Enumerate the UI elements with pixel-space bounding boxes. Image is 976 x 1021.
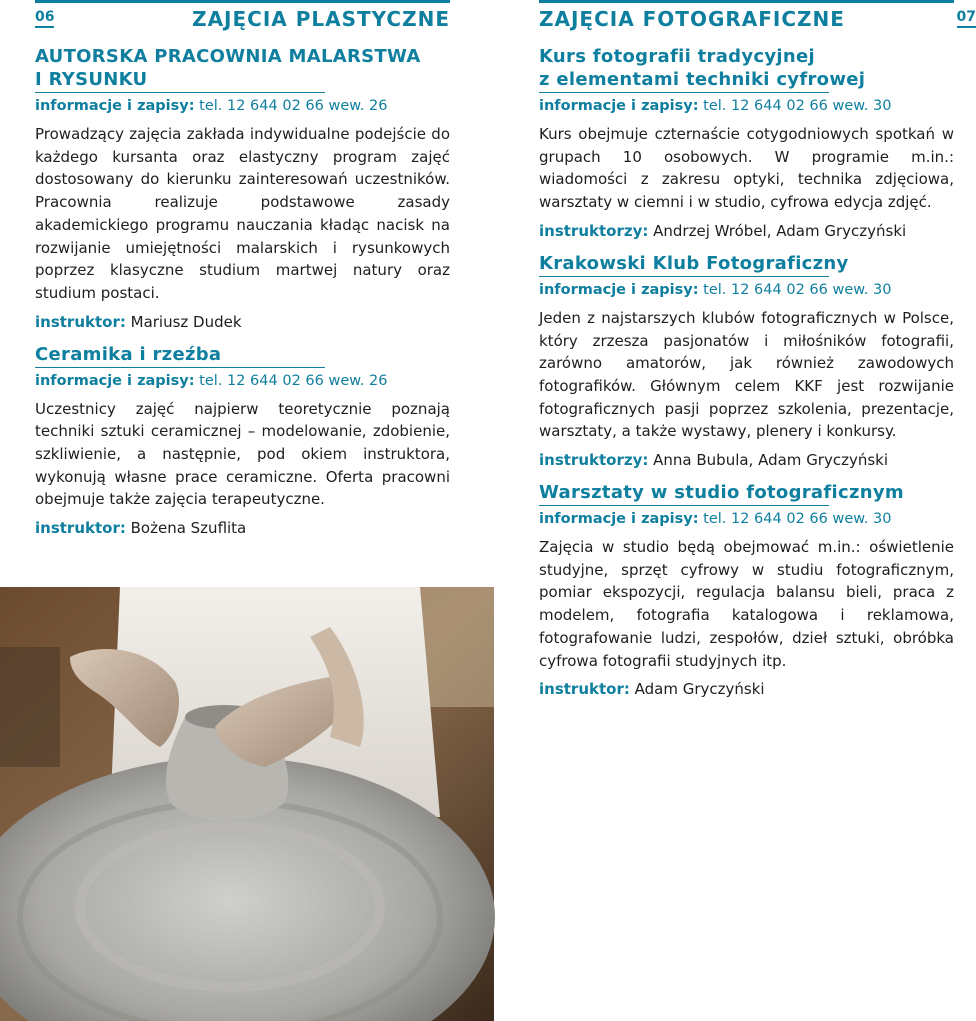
section-body: Zajęcia w studio będą obejmować m.in.: oświetlenie studyjne, sprzęt cyfrowy w studiu fotograficznym, pomiar ekspozycji, regulacja balansu bieli, praca z modelem, fotografia katalogowa i reklamowa, fotografowanie ludzi, zespołów, dzieł sztuki, obróbka cyfrowa fotografii studyjnych itp. (539, 538, 954, 670)
info-label: informacje i zapisy: (539, 511, 699, 528)
section-studio-workshop (539, 481, 954, 700)
section-title-line1: AUTORSKA PRACOWNIA MALARSTWA (35, 46, 421, 67)
instructor-line (539, 449, 954, 471)
info-label: informacje i zapisy: (539, 281, 699, 298)
instructor-name: Adam Gryczyński (634, 680, 765, 699)
section-photo-course (539, 45, 954, 242)
instructor-line (35, 311, 450, 333)
section-title (35, 45, 450, 93)
info-label: informacje i zapisy: (35, 372, 195, 389)
instructor-name: Anna Bubula, Adam Gryczyński (653, 451, 889, 470)
info-label: informacje i zapisy: (35, 98, 195, 114)
left-header (35, 0, 450, 35)
right-page (539, 0, 976, 708)
instructor-label: instruktorzy: (539, 451, 649, 470)
section-title: Krakowski Klub Fotograficzny (539, 252, 954, 277)
instructor-label: instruktorzy: (539, 221, 649, 240)
section-title-line1: Kurs fotografii tradycyjnej (539, 46, 815, 67)
instructor-line (539, 220, 954, 242)
section-title: Ceramika i rzeźba (35, 343, 450, 368)
section-body: Uczestnicy zajęć najpierw teoretycznie poznają techniki sztuki ceramicznej – modelowanie, zdobienie, szkliwienie, a następnie, pod okiem instruktora, wykonują własne prace ceramiczne. Oferta pracowni obejmuje także zajęcia terapeutyczne. (35, 399, 450, 509)
info-line (35, 95, 450, 117)
info-phone: tel. 12 644 02 66 wew. 30 (703, 281, 892, 298)
pottery-wheel-photo (0, 587, 494, 1021)
info-line (539, 279, 954, 301)
section-ceramics (35, 343, 450, 540)
instructor-label: instruktor: (35, 312, 126, 331)
info-line (539, 508, 954, 530)
info-line (35, 370, 450, 392)
info-label: informacje i zapisy: (539, 98, 699, 114)
info-phone: tel. 12 644 02 66 wew. 26 (199, 98, 388, 114)
page-number-right: 07 (956, 9, 976, 25)
instructor-label: instruktor: (35, 519, 126, 538)
info-phone: tel. 12 644 02 66 wew. 26 (199, 372, 388, 389)
page-number-left: 06 (35, 9, 55, 25)
info-phone: tel. 12 644 02 66 wew. 30 (703, 98, 892, 114)
section-title (539, 45, 954, 93)
right-header-title: ZAJĘCIA FOTOGRAFICZNE (539, 7, 845, 31)
instructor-name: Mariusz Dudek (130, 312, 242, 331)
left-header-title: ZAJĘCIA PLASTYCZNE (192, 7, 450, 31)
info-phone: tel. 12 644 02 66 wew. 30 (703, 511, 892, 528)
section-body: Jeden z najstarszych klubów fotograficznych w Polsce, który zrzesza pasjonatów i miłośników fotografii, zarówno amatorów, jak również zawodowych fotografików. Głównym celem KKF jest rozwijanie fotograficznych pasji poprzez szkolenia, prezentacje, warsztaty, a także wystawy, plenery i konkursy. (539, 308, 954, 441)
instructor-name: Bożena Szuflita (130, 519, 247, 538)
section-photo-club (539, 252, 954, 471)
instructor-line (35, 517, 450, 539)
section-title-line2: I RYSUNKU (35, 69, 148, 90)
left-page (35, 0, 450, 547)
section-body: Kurs obejmuje czternaście cotygodniowych spotkań w grupach 10 osobowych. W programie m.in.: wiadomości z zakresu optyki, technika zdjęciowa, warsztaty w ciemni i w studio, cyfrowa edycja zdjęć. (539, 125, 954, 212)
section-body: Prowadzący zajęcia zakłada indywidualne podejście do każdego kursanta oraz elastyczny program zajęć dostosowany do kierunku zainteresowań uczestników. Pracownia realizuje podstawowe zasady akademickiego programu nauczania kładąc nacisk na rozwijanie umiejętności malarskich i rysunkowych poprzez klasyczne studium martwej natury oraz studium postaci. (35, 125, 450, 302)
instructor-name: Andrzej Wróbel, Adam Gryczyński (653, 221, 907, 240)
instructor-line (539, 678, 954, 700)
right-header (539, 0, 976, 35)
section-painting (35, 45, 450, 333)
info-line (539, 95, 954, 117)
section-title: Warsztaty w studio fotograficznym (539, 481, 954, 506)
instructor-label: instruktor: (539, 680, 630, 699)
section-title-line2: z elementami techniki cyfrowej (539, 69, 866, 90)
